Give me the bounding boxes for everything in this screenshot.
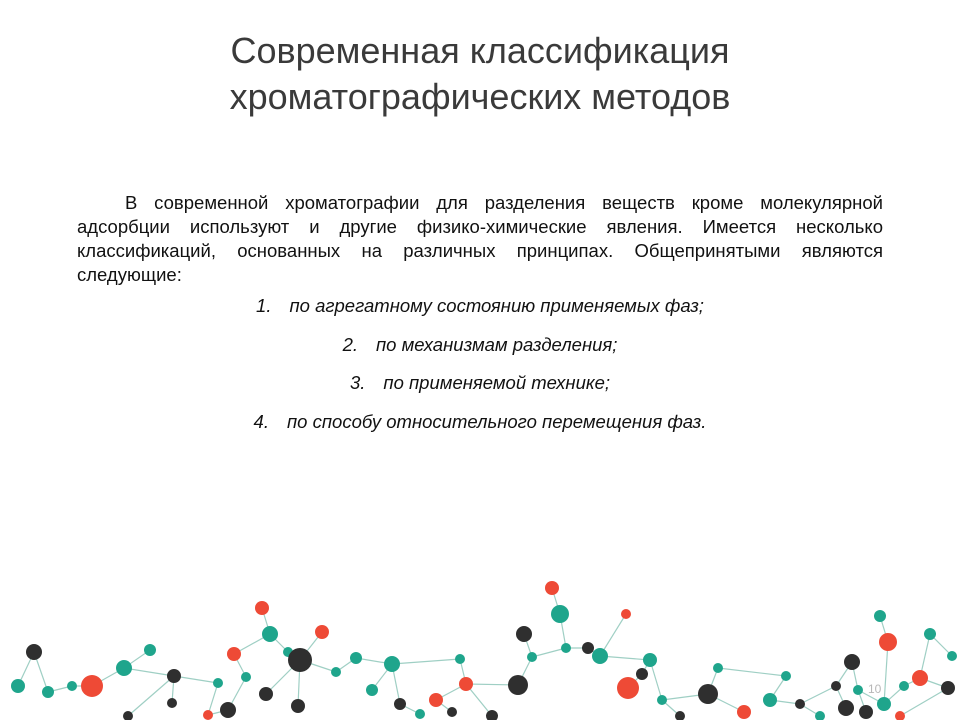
- molecule-atom: [241, 672, 251, 682]
- molecule-atom: [220, 702, 236, 718]
- molecule-atom: [81, 675, 103, 697]
- intro-paragraph: В современной хроматографии для разделения веществ кроме молекулярной адсорбции используют и другие физико-химические явления. Имеется несколько классификаций, основанных на различных принципах. Общепринятыми являются следующие:: [77, 191, 883, 285]
- slide-title: [0, 28, 960, 120]
- molecule-atom: [657, 695, 667, 705]
- molecule-atom: [879, 633, 897, 651]
- molecule-bond: [800, 686, 836, 704]
- molecule-atom: [561, 643, 571, 653]
- molecule-atom: [67, 681, 77, 691]
- molecule-atom: [912, 670, 928, 686]
- molecule-atom: [795, 699, 805, 709]
- molecule-atom: [698, 684, 718, 704]
- molecule-atom: [42, 686, 54, 698]
- molecule-atom: [815, 711, 825, 720]
- molecule-atom: [941, 681, 955, 695]
- list-item-text: по применяемой технике;: [383, 372, 611, 393]
- molecule-atom: [167, 698, 177, 708]
- list-item-number: 3.: [349, 372, 366, 393]
- molecule-atom: [621, 609, 631, 619]
- molecule-atom: [582, 642, 594, 654]
- molecule-atom: [459, 677, 473, 691]
- list-item: [0, 333, 960, 372]
- molecule-atom: [26, 644, 42, 660]
- list-item-number: 2.: [342, 333, 358, 355]
- molecule-bond: [532, 648, 566, 657]
- page-number: 10: [868, 682, 882, 696]
- molecule-atom: [551, 605, 569, 623]
- molecule-atom: [853, 685, 863, 695]
- molecule-bond: [718, 668, 786, 676]
- molecule-atom: [636, 668, 648, 680]
- molecule-atom: [350, 652, 362, 664]
- list-item-text: по способу относительного перемещения фаз.: [286, 410, 707, 432]
- molecule-atom: [227, 647, 241, 661]
- molecule-atom: [384, 656, 400, 672]
- molecule-atom: [713, 663, 723, 673]
- list-item: [0, 294, 960, 333]
- molecule-atom: [213, 678, 223, 688]
- molecule-atom: [859, 705, 873, 719]
- title-line-2: хроматографических методов: [229, 76, 731, 117]
- molecule-bond: [208, 683, 218, 715]
- molecule-atom: [844, 654, 860, 670]
- list-item-text: по механизмам разделения;: [376, 333, 618, 355]
- molecule-atom: [545, 581, 559, 595]
- molecule-atom: [508, 675, 528, 695]
- molecule-atom: [116, 660, 132, 676]
- title-line-1: Современная классификация: [230, 30, 730, 71]
- molecule-atom: [447, 707, 457, 717]
- molecule-bond: [884, 642, 888, 704]
- molecule-atom: [366, 684, 378, 696]
- molecule-atom: [592, 648, 608, 664]
- molecule-atom: [262, 626, 278, 642]
- list-item-number: 4.: [253, 410, 269, 432]
- molecule-atom: [259, 687, 273, 701]
- molecule-atom: [527, 652, 537, 662]
- molecule-bond: [392, 659, 460, 664]
- molecule-bond: [900, 688, 948, 716]
- molecule-atom: [331, 667, 341, 677]
- molecule-atom: [617, 677, 639, 699]
- molecule-atom: [203, 710, 213, 720]
- molecule-atom: [255, 601, 269, 615]
- molecule-atom: [838, 700, 854, 716]
- molecule-atom: [394, 698, 406, 710]
- molecule-atom: [429, 693, 443, 707]
- molecule-atom: [11, 679, 25, 693]
- molecule-bond: [128, 676, 174, 716]
- molecule-atom: [947, 651, 957, 661]
- molecule-atom: [288, 648, 312, 672]
- molecule-atom: [291, 699, 305, 713]
- list-item-number: 1.: [256, 295, 272, 316]
- molecule-atom: [167, 669, 181, 683]
- molecule-atom: [415, 709, 425, 719]
- list-item: [0, 371, 960, 410]
- molecule-atom: [874, 610, 886, 622]
- molecule-atom: [763, 693, 777, 707]
- list-item: [0, 410, 960, 449]
- molecule-atom: [737, 705, 751, 719]
- molecule-atom: [895, 711, 905, 720]
- molecule-atom: [899, 681, 909, 691]
- molecule-atom: [924, 628, 936, 640]
- classification-list: [0, 294, 960, 448]
- molecule-atom: [455, 654, 465, 664]
- molecule-atom: [831, 681, 841, 691]
- molecule-atom: [144, 644, 156, 656]
- molecule-atom: [877, 697, 891, 711]
- molecule-atom: [643, 653, 657, 667]
- molecule-atom: [516, 626, 532, 642]
- list-item-text: по агрегатному состоянию применяемых фаз;: [289, 295, 704, 316]
- molecule-atom: [781, 671, 791, 681]
- molecule-atom: [315, 625, 329, 639]
